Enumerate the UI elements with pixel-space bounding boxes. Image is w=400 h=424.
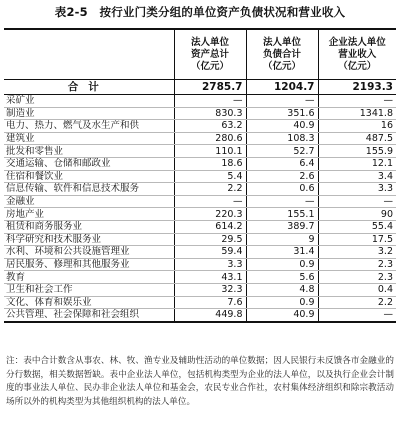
header-revenue-line2: 营业收入 — [338, 48, 377, 60]
assets-cell: — — [174, 95, 246, 108]
assets-cell: 830.3 — [174, 107, 246, 120]
industry-cell: 卫生和社会工作 — [4, 283, 174, 296]
header-industry — [4, 29, 174, 80]
revenue-cell: 16 — [318, 120, 396, 133]
table-row — [4, 208, 396, 221]
total-assets: 2785.7 — [174, 80, 246, 95]
assets-cell: — — [174, 195, 246, 208]
liabilities-cell: 31.4 — [246, 246, 318, 259]
liabilities-cell: 9 — [246, 233, 318, 246]
table-header-row — [4, 29, 396, 80]
industry-cell: 电力、热力、燃气及水生产和供 — [4, 120, 174, 133]
header-revenue-line3: （亿元） — [338, 60, 377, 72]
assets-cell: 280.6 — [174, 132, 246, 145]
revenue-cell: 90 — [318, 208, 396, 221]
revenue-cell: 3.4 — [318, 170, 396, 183]
table-row — [4, 283, 396, 296]
revenue-cell: 2.2 — [318, 296, 396, 309]
table-row — [4, 271, 396, 284]
revenue-cell: 3.2 — [318, 246, 396, 259]
assets-cell: 32.3 — [174, 283, 246, 296]
header-assets — [174, 29, 246, 80]
table-row — [4, 120, 396, 133]
liabilities-cell: 0.9 — [246, 296, 318, 309]
industry-cell: 金融业 — [4, 195, 174, 208]
liabilities-cell: 5.6 — [246, 271, 318, 284]
assets-cell: 2.2 — [174, 183, 246, 196]
header-liabilities-line3: （亿元） — [262, 60, 301, 72]
revenue-cell: — — [318, 95, 396, 108]
total-revenue: 2193.3 — [318, 80, 396, 95]
assets-cell: 63.2 — [174, 120, 246, 133]
liabilities-cell: 0.9 — [246, 258, 318, 271]
assets-cell: 614.2 — [174, 220, 246, 233]
header-revenue-line1: 企业法人单位 — [328, 36, 386, 48]
liabilities-cell: 0.6 — [246, 183, 318, 196]
header-liabilities-line2: 负债合计 — [262, 48, 301, 60]
liabilities-cell: — — [246, 95, 318, 108]
liabilities-cell: — — [246, 195, 318, 208]
industry-cell: 租赁和商务服务业 — [4, 220, 174, 233]
industry-cell: 采矿业 — [4, 95, 174, 108]
table-row — [4, 183, 396, 196]
table-row — [4, 309, 396, 322]
table-row — [4, 132, 396, 145]
liabilities-cell: 389.7 — [246, 220, 318, 233]
revenue-cell: 3.3 — [318, 183, 396, 196]
header-assets-line1: 法人单位 — [190, 36, 229, 48]
revenue-cell: 12.1 — [318, 157, 396, 170]
table-row — [4, 95, 396, 108]
revenue-cell: 0.4 — [318, 283, 396, 296]
revenue-cell: — — [318, 195, 396, 208]
header-liabilities — [246, 29, 318, 80]
industry-cell: 文化、体育和娱乐业 — [4, 296, 174, 309]
industry-cell: 居民服务、修理和其他服务业 — [4, 258, 174, 271]
industry-cell: 住宿和餐饮业 — [4, 170, 174, 183]
table-row — [4, 145, 396, 158]
liabilities-cell: 40.9 — [246, 309, 318, 322]
industry-cell: 交通运输、仓储和邮政业 — [4, 157, 174, 170]
table-footnote: 注：表中合计数含从事农、林、牧、渔专业及辅助性活动的单位数据；因人民银行未反馈各市金融业的分行数据，相关数据暂缺。表中企业法人单位，包括机构类型为企业的法人单位，以及执行企业会计制度的事业法人单位、民办非企业法人单位和基金会，农民专业合作社，农村集体经济组织和除宗教活动场所以外的机构类型为其他组织机构的法人单位。 — [6, 356, 394, 407]
industry-cell: 房地产业 — [4, 208, 174, 221]
liabilities-cell: 108.3 — [246, 132, 318, 145]
liabilities-cell: 351.6 — [246, 107, 318, 120]
industry-cell: 水利、环境和公共设施管理业 — [4, 246, 174, 259]
assets-cell: 5.4 — [174, 170, 246, 183]
assets-cell: 220.3 — [174, 208, 246, 221]
table-row — [4, 170, 396, 183]
table-row — [4, 246, 396, 259]
header-liabilities-line1: 法人单位 — [262, 36, 301, 48]
assets-cell: 59.4 — [174, 246, 246, 259]
statistics-table — [4, 28, 396, 323]
total-label: 合计 — [4, 80, 174, 95]
revenue-cell: 2.3 — [318, 258, 396, 271]
header-assets-line3: （亿元） — [190, 60, 229, 72]
revenue-cell: 2.3 — [318, 271, 396, 284]
liabilities-cell: 40.9 — [246, 120, 318, 133]
industry-cell: 科学研究和技术服务业 — [4, 233, 174, 246]
revenue-cell: 17.5 — [318, 233, 396, 246]
table-row — [4, 157, 396, 170]
assets-cell: 449.8 — [174, 309, 246, 322]
assets-cell: 7.6 — [174, 296, 246, 309]
liabilities-cell: 2.6 — [246, 170, 318, 183]
industry-cell: 制造业 — [4, 107, 174, 120]
assets-cell: 29.5 — [174, 233, 246, 246]
assets-cell: 110.1 — [174, 145, 246, 158]
industry-cell: 建筑业 — [4, 132, 174, 145]
assets-cell: 43.1 — [174, 271, 246, 284]
revenue-cell: — — [318, 309, 396, 322]
revenue-cell: 55.4 — [318, 220, 396, 233]
liabilities-cell: 52.7 — [246, 145, 318, 158]
table-title: 表2-5 按行业门类分组的单位资产负债状况和营业收入 — [54, 5, 346, 19]
table-row — [4, 258, 396, 271]
table-row — [4, 220, 396, 233]
industry-cell: 批发和零售业 — [4, 145, 174, 158]
total-liabilities: 1204.7 — [246, 80, 318, 95]
industry-cell: 公共管理、社会保障和社会组织 — [4, 309, 174, 322]
header-revenue — [318, 29, 396, 80]
table-row — [4, 195, 396, 208]
table-row — [4, 107, 396, 120]
revenue-cell: 155.9 — [318, 145, 396, 158]
header-assets-line2: 资产总计 — [190, 48, 229, 60]
total-row — [4, 80, 396, 95]
liabilities-cell: 155.1 — [246, 208, 318, 221]
industry-cell: 教育 — [4, 271, 174, 284]
table-row — [4, 296, 396, 309]
table-row — [4, 233, 396, 246]
industry-cell: 信息传输、软件和信息技术服务 — [4, 183, 174, 196]
liabilities-cell: 6.4 — [246, 157, 318, 170]
revenue-cell: 487.5 — [318, 132, 396, 145]
assets-cell: 18.6 — [174, 157, 246, 170]
revenue-cell: 1341.8 — [318, 107, 396, 120]
liabilities-cell: 4.8 — [246, 283, 318, 296]
assets-cell: 3.3 — [174, 258, 246, 271]
